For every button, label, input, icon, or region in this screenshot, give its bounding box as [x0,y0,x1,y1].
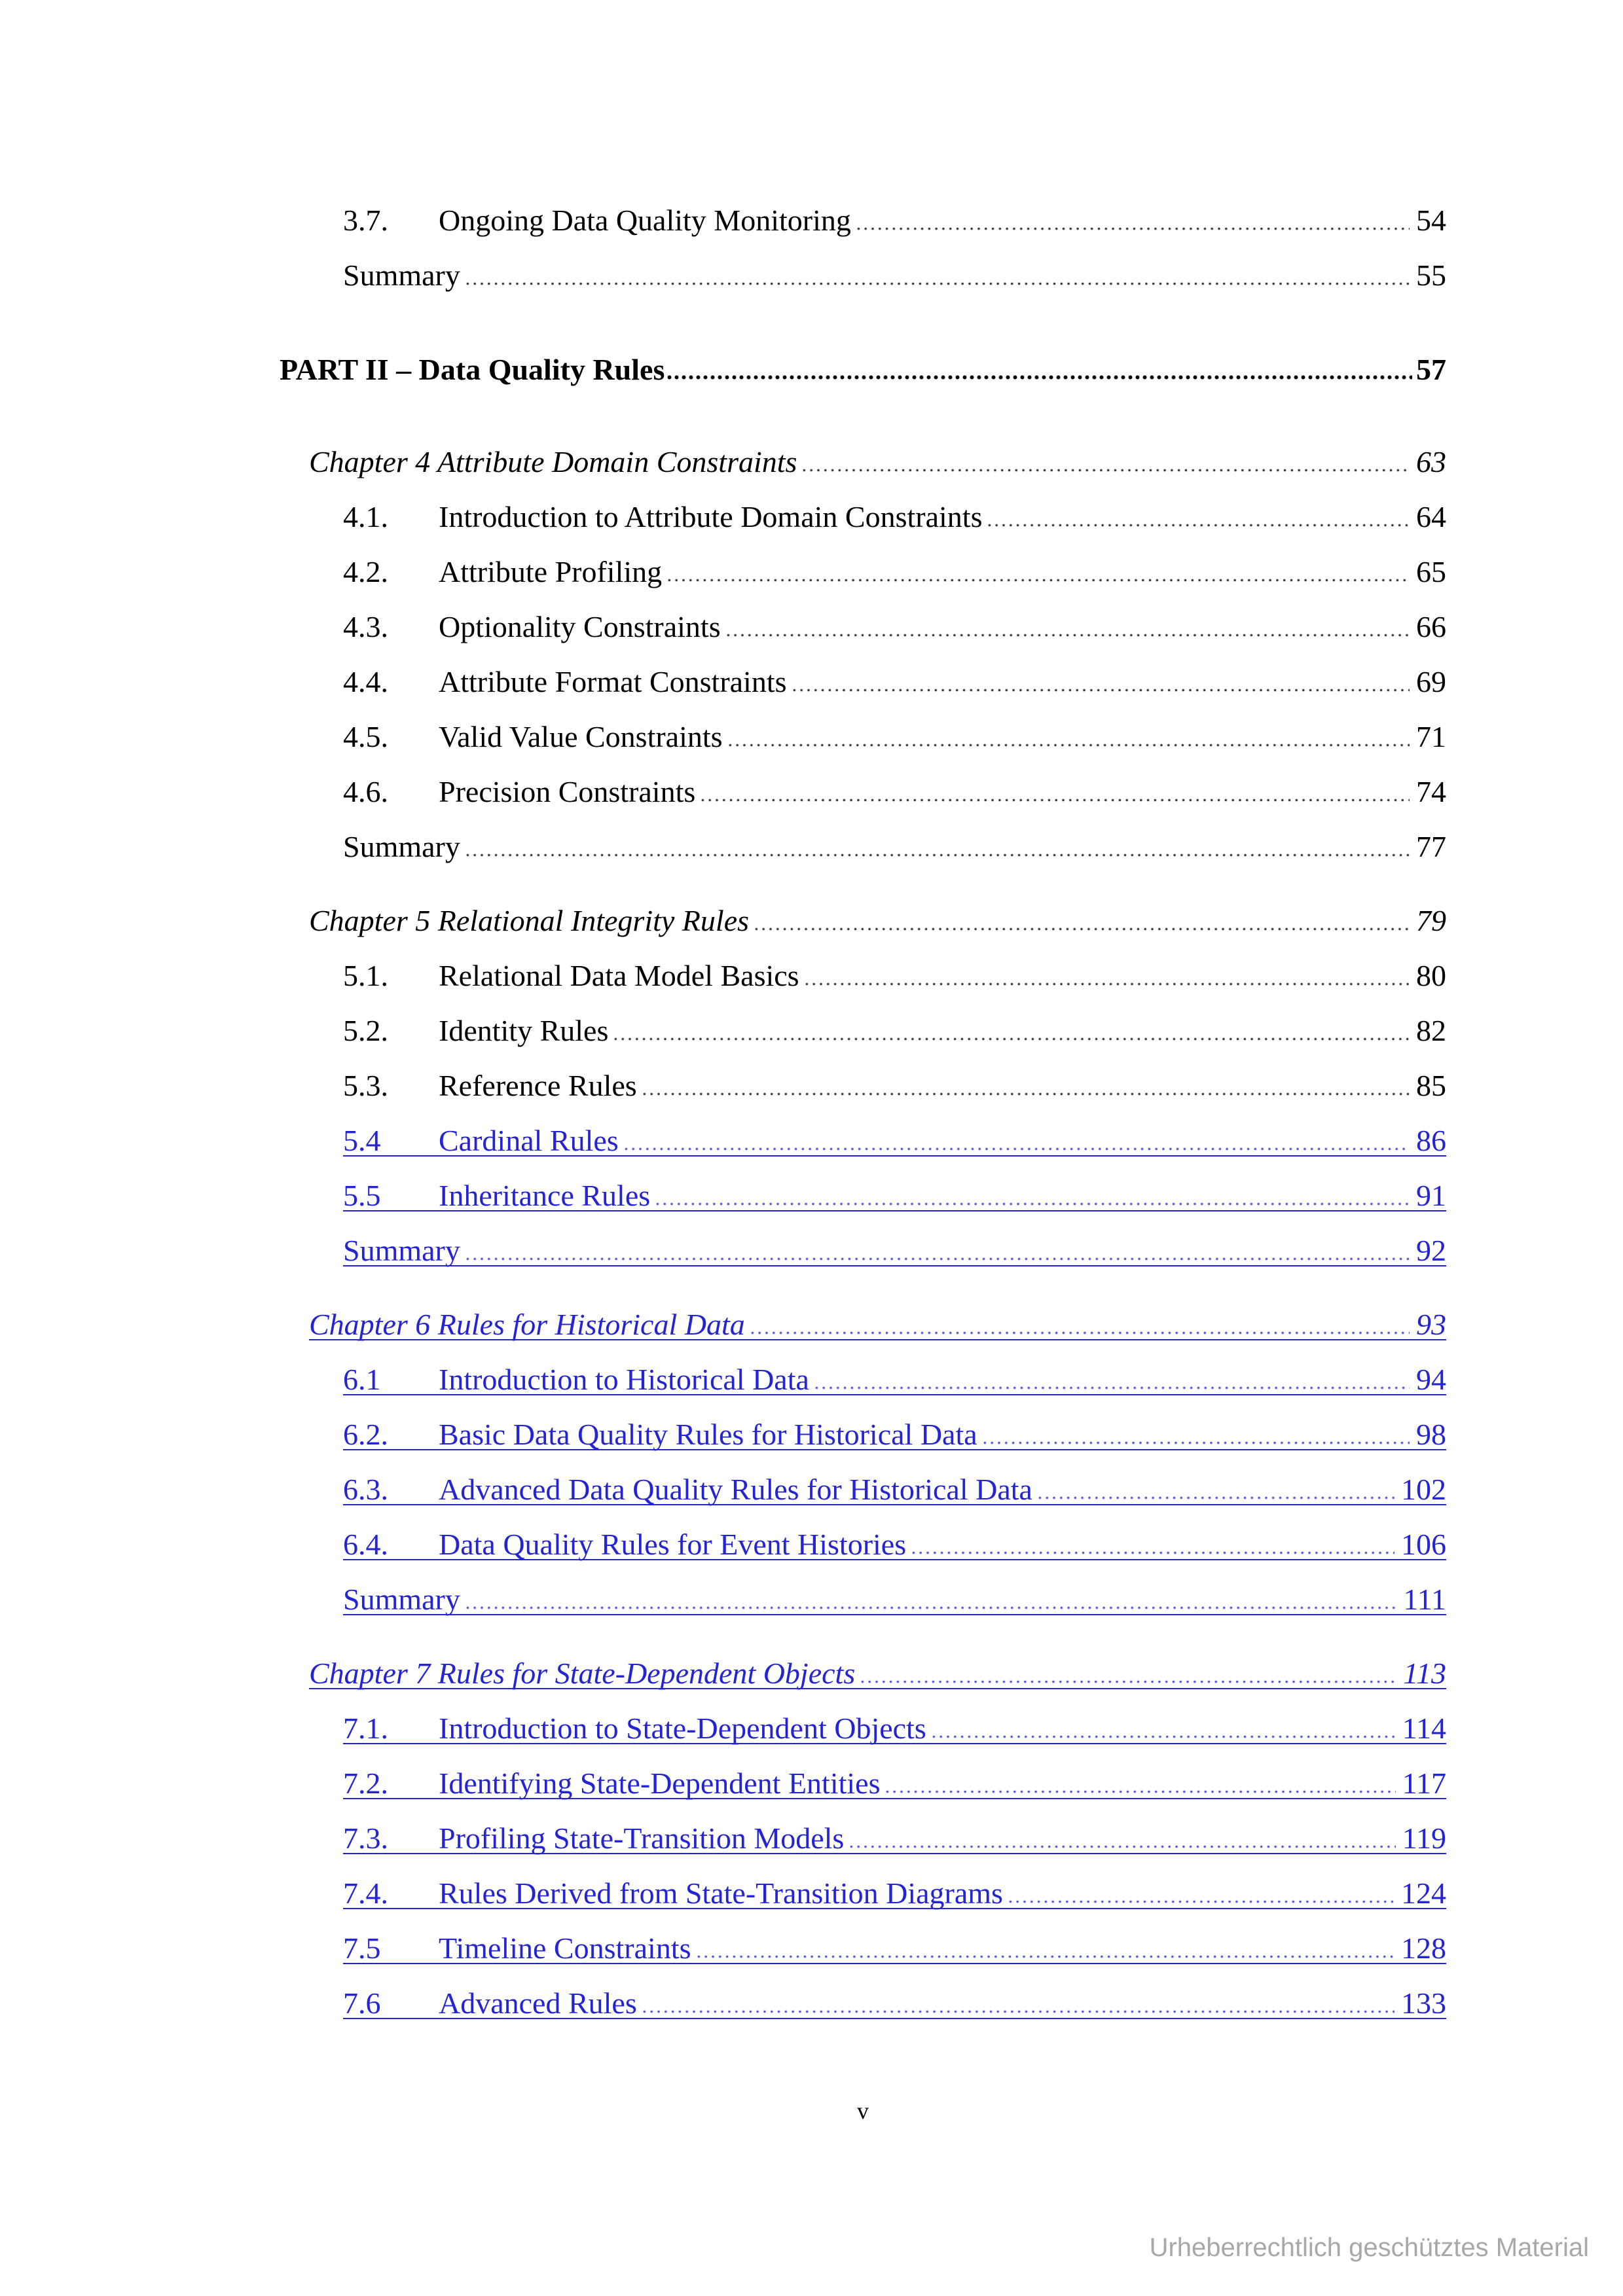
dot-leader [1036,1496,1395,1499]
toc-entry-section [343,545,1446,600]
dot-leader [791,689,1410,692]
dot-leader [464,853,1410,857]
toc-entry-section[interactable] [343,1352,1446,1407]
dot-leader [930,1735,1396,1738]
toc-entry-page: 106 [1401,1528,1446,1561]
toc-entry-page: 128 [1401,1931,1446,1965]
dot-leader [654,1202,1410,1206]
dot-leader [725,634,1410,637]
toc-entry-title: Attribute Profiling [439,555,663,588]
dot-leader [612,1037,1410,1041]
dot-leader [699,798,1410,802]
toc-entry-section[interactable] [343,1811,1446,1866]
toc-entry-number: 4.5. [343,720,388,753]
toc-entry-title: Introduction to State-Dependent Objects [439,1712,926,1745]
toc-entry-summary[interactable] [343,1223,1446,1278]
toc-entry-number: 3.7. [343,204,388,237]
toc-entry-number: 7.3. [343,1821,388,1855]
toc-entry-number: 7.2. [343,1767,388,1800]
toc-entry-title: Advanced Data Quality Rules for Historical Data [439,1473,1032,1506]
toc-entry-section[interactable] [343,1921,1446,1976]
toc-entry-page: 111 [1403,1583,1446,1616]
toc-entry-title: Summary [343,1234,460,1267]
toc-entry-chapter[interactable] [309,1297,1446,1352]
dot-leader [695,1955,1395,1958]
toc-entry-page: 113 [1403,1657,1446,1690]
toc-entry-title: Chapter 5 Relational Integrity Rules [309,904,750,937]
dot-leader [727,744,1410,747]
toc-entry-number: 5.2. [343,1014,388,1047]
toc-entry-page: 54 [1416,204,1446,237]
toc-entry-title: Advanced Rules [439,1986,637,2020]
toc-entry-page: 57 [1416,353,1446,386]
toc-entry-section[interactable] [343,1407,1446,1462]
toc-entry-number: 7.5 [343,1931,381,1965]
toc-entry-section [343,764,1446,819]
toc-entry-number: 5.3. [343,1069,388,1102]
dot-leader [1007,1900,1395,1903]
toc-entry-title: Introduction to Historical Data [439,1363,809,1396]
toc-entry-title: Valid Value Constraints [439,720,723,753]
toc-entry-section[interactable] [343,1113,1446,1168]
toc-entry-title: Relational Data Model Basics [439,959,799,992]
dot-leader [666,375,1412,380]
toc-entry-title: Summary [343,1583,460,1616]
toc-entry-page: 98 [1416,1418,1446,1451]
toc-entry-title: Identity Rules [439,1014,609,1047]
toc-entry-title: Data Quality Rules for Event Histories [439,1528,907,1561]
dot-leader [859,1680,1396,1683]
toc-entry-title: Summary [343,830,460,863]
toc-entry-title: Introduction to Attribute Domain Constraints [439,500,983,533]
toc-entry-number: 5.4 [343,1124,381,1157]
toc-entry-page: 79 [1416,904,1446,937]
table-of-contents [0,193,1446,2031]
toc-entry-section[interactable] [343,1517,1446,1572]
toc-entry-section [343,948,1446,1003]
dot-leader [803,982,1410,986]
toc-entry-number: 4.3. [343,610,388,643]
toc-entry-section [343,655,1446,709]
toc-entry-page: 133 [1401,1986,1446,2020]
toc-entry-page: 86 [1416,1124,1446,1157]
toc-entry-page: 77 [1416,830,1446,863]
toc-entry-section[interactable] [343,1866,1446,1921]
dot-leader [623,1147,1410,1151]
dot-leader [749,1331,1410,1335]
dot-leader [813,1386,1410,1390]
dot-leader [801,469,1410,472]
toc-entry-number: 4.4. [343,665,388,698]
toc-entry-title: Chapter 6 Rules for Historical Data [309,1308,745,1341]
toc-entry-part [280,342,1446,397]
copyright-watermark: Urheberrechtlich geschütztes Material [1149,2233,1589,2262]
dot-leader [855,227,1410,230]
toc-entry-number: 4.6. [343,775,388,808]
toc-entry-page: 71 [1416,720,1446,753]
toc-entry-title: Inheritance Rules [439,1179,651,1212]
toc-entry-section [343,1058,1446,1113]
toc-entry-page: 85 [1416,1069,1446,1102]
toc-entry-page: 63 [1416,445,1446,478]
toc-entry-chapter [309,893,1446,948]
toc-entry-number: 7.1. [343,1712,388,1745]
toc-entry-number: 6.1 [343,1363,381,1396]
toc-entry-number: 4.2. [343,555,388,588]
toc-entry-number: 4.1. [343,500,388,533]
toc-entry-page: 91 [1416,1179,1446,1212]
dot-leader [666,579,1410,582]
toc-entry-page: 64 [1416,500,1446,533]
toc-entry-title: Cardinal Rules [439,1124,619,1157]
toc-entry-section[interactable] [343,1976,1446,2031]
toc-entry-number: 6.4. [343,1528,388,1561]
toc-entry-section[interactable] [343,1701,1446,1756]
toc-entry-section[interactable] [343,1756,1446,1811]
toc-entry-section [343,193,1446,248]
toc-entry-section [343,1003,1446,1058]
toc-entry-summary [343,819,1446,874]
toc-entry-summary [343,248,1446,303]
toc-entry-title: Timeline Constraints [439,1931,691,1965]
toc-entry-title: Rules Derived from State-Transition Diagrams [439,1876,1003,1910]
page-number: v [857,2098,869,2124]
toc-entry-page: 55 [1416,259,1446,292]
toc-entry-page: 66 [1416,610,1446,643]
dot-leader [464,1606,1397,1609]
toc-entry-page: 114 [1402,1712,1446,1745]
toc-entry-section[interactable] [343,1168,1446,1223]
toc-entry-title: PART II – Data Quality Rules [280,353,665,386]
toc-entry-section [343,490,1446,545]
dot-leader [641,2010,1395,2013]
toc-entry-page: 119 [1402,1821,1446,1855]
toc-entry-title: Identifying State-Dependent Entities [439,1767,881,1800]
toc-entry-number: 6.2. [343,1418,388,1451]
dot-leader [981,1441,1410,1444]
toc-entry-page: 124 [1401,1876,1446,1910]
toc-entry-number: 5.5 [343,1179,381,1212]
toc-entry-title: Summary [343,259,460,292]
toc-entry-title: Ongoing Data Quality Monitoring [439,204,851,237]
toc-entry-number: 7.4. [343,1876,388,1910]
toc-entry-page: 93 [1416,1308,1446,1341]
toc-entry-title: Attribute Format Constraints [439,665,787,698]
toc-entry-page: 92 [1416,1234,1446,1267]
toc-entry-title: Optionality Constraints [439,610,721,643]
toc-entry-number: 5.1. [343,959,388,992]
toc-entry-section[interactable] [343,1462,1446,1517]
dot-leader [848,1845,1395,1848]
toc-entry-number: 7.6 [343,1986,381,2020]
toc-entry-page: 94 [1416,1363,1446,1396]
toc-entry-page: 82 [1416,1014,1446,1047]
toc-entry-chapter [309,435,1446,490]
toc-entry-title: Chapter 7 Rules for State-Dependent Objects [309,1657,856,1690]
toc-entry-page: 74 [1416,775,1446,808]
toc-entry-page: 117 [1402,1767,1446,1800]
dot-leader [910,1551,1395,1554]
toc-entry-section [343,600,1446,655]
dot-leader [641,1092,1410,1096]
toc-entry-chapter[interactable] [309,1646,1446,1701]
toc-entry-summary[interactable] [343,1572,1446,1627]
dot-leader [464,282,1410,285]
toc-entry-page: 102 [1401,1473,1446,1506]
toc-entry-title: Precision Constraints [439,775,696,808]
toc-entry-title: Reference Rules [439,1069,637,1102]
toc-entry-title: Chapter 4 Attribute Domain Constraints [309,445,797,478]
dot-leader [753,927,1410,931]
toc-entry-number: 6.3. [343,1473,388,1506]
toc-entry-section [343,709,1446,764]
dot-leader [884,1790,1395,1793]
dot-leader [986,524,1410,527]
toc-entry-title: Basic Data Quality Rules for Historical Data [439,1418,977,1451]
toc-entry-page: 80 [1416,959,1446,992]
toc-entry-page: 69 [1416,665,1446,698]
toc-entry-page: 65 [1416,555,1446,588]
toc-entry-title: Profiling State-Transition Models [439,1821,845,1855]
dot-leader [464,1257,1410,1261]
